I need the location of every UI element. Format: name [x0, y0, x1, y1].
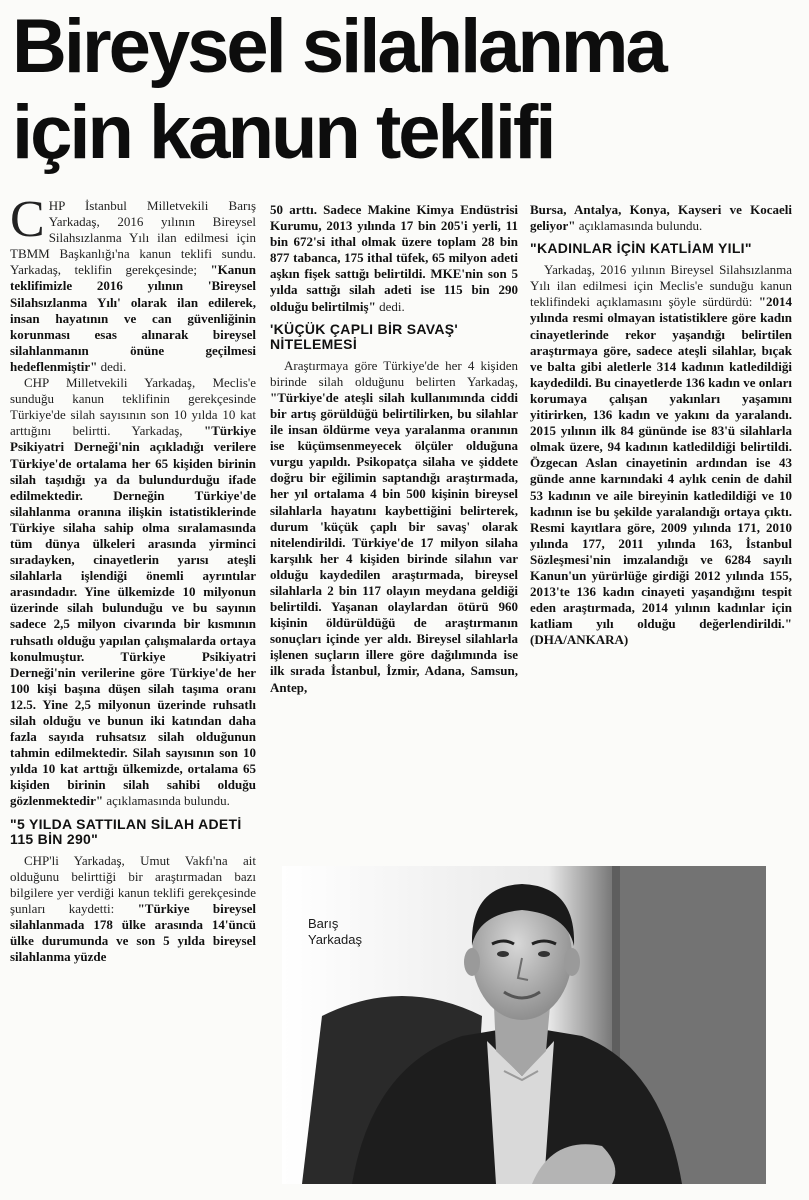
portrait-photo [282, 866, 766, 1184]
quote-run: "Türkiye'de ateşli silah kullanımında ciddi bir artış görüldüğü belirtilirken, bu silahlar ile insan öldürme veya yaralanma oranının ise küçümsenmeyecek ölçüler olduğuna vurgu yapıldı. Psikopatça silaha ve şiddete doğru bir eğilimin saptandığı araştırmada, her yıl ortalama 4 bin 500 kişinin bireysel silahlarla hayatını kaybettiğini belirterek, durum 'küçük çaplı bir savaş' olarak nitelendirildi. Türkiye'de 17 milyon silaha karşılık her 4 kişiden birinde silahın var olduğu kaydedilen araştırmada, bireysel silahlarla 2 bin 117 olayın meydana geldiği belirtildi. Yaşanan olaylardan ötürü 960 kişinin öldürüldüğü de araştırmanın sonuçları içinde yer aldı. Bireysel silahlarla işlenen suçların illere göre dağılımında ise ilk sırada İstanbul, İzmir, Adana, Samsun, Antep, [270, 389, 518, 695]
text-run: dedi. [375, 298, 405, 314]
paragraph [530, 262, 792, 648]
paragraph [270, 358, 518, 696]
headline [12, 4, 802, 176]
quote-run: 50 arttı. Sadece Makine Kimya Endüstrisi Kurumu, 2013 yılında 17 bin 205'i yerli, 11 bin 672'si ithal olmak üzere toplam 28 bin 877 tabanca, 175 ithal tüfek, 65 milyon adeti aşkın fişek sattığı belirtildi. MKE'nin son 5 yılda sattığı silah adeti ise 115 bin 290 olduğu belirtilmiş" [270, 202, 518, 314]
subheading: "KADINLAR İÇİN KATLİAM YILI" [530, 240, 752, 257]
paragraph [10, 191, 256, 375]
text-run: açıklamasında bulundu. [575, 218, 703, 234]
subheading: "5 YILDA SATTILAN SİLAH ADETİ 115 BİN 290" [10, 815, 242, 847]
quote-run: "Türkiye Psikiyatri Derneği'nin açıkladığı verilere Türkiye'de ortalama her 65 kişiden birinin silah taşıdığı ya da bulundurduğu ifade edilmektedir. Derneğin Türkiye'de silahlanma oranına ilişkin istatistiklerinde Türkiye silaha sahip olma sıralamasında tüm dünya ülkeleri arasında yirminci sıradayken, cinayetlerin yarısı ateşli silahlarla işlendiği önemli ayrıntılar arasındadır. Yine ülkemizde 10 milyonun üzerinde silah bulunduğu ve bu sayının sadece 2,5 milyon civarında bir kısmının ruhsatlı olduğu yapılan çalışmalarda ortaya konulmuştur. Türkiye Psikiyatri Derneği'nin verilerine göre Türkiye'de her 100 kişi başına düşen silah taşıma oranı 12.5. Yine 2,5 milyonun üzerinde ruhsatlı silah olduğu ve bunun iki katından daha fazla sayıda ruhsatsız silah olduğunun tahmin edilmektedir. Silah sayısının son 10 yılda 10 kat arttığı ülkemizde, ortalama 65 kişiden birinin silah sahibi olduğu gözlenmektedir" [10, 423, 256, 809]
text-run: CHP'li Yarkadaş, Umut Vakfı'na ait olduğunu belirttiği bir araştırmadan bazı bilgilere yer verdiği kanun teklifi gerekçesinde şunları kaydetti: [10, 852, 256, 916]
quote-run: Bursa, Antalya, Konya, Kayseri ve Kocaeli geliyor" [530, 202, 792, 234]
photo-caption [308, 916, 388, 948]
paragraph [530, 202, 792, 234]
text-run: HP İstanbul Milletvekili Barış Yarkadaş, 2016 yılının Bireysel Silahsızlanma Yılı ilan edilmesi için TBMM Başkanlığı'na kanun teklifi sundu. Yarkadaş, teklifin gerekçesinde; [10, 198, 256, 278]
article-column-1 [10, 191, 256, 965]
article-column-2 [270, 202, 518, 696]
paragraph [10, 375, 256, 810]
article-column-3 [530, 202, 792, 648]
text-run: CHP Milletvekili Yarkadaş, Meclis'e sunduğu kanun teklifinin gerekçesinde Türkiye'de silah sayısının son 10 yılda 10 kat arttığını belirtti. Yarkadaş, [10, 375, 256, 439]
quote-run: "Kanun teklifimizle 2016 yılının 'Bireysel Silahsızlanma Yılı' olarak ilan edilerek, insan hayatının ve can güvenliğinin korunması esas alınarak bireysel silahlanmanın önüne geçilmesi hedeflenmiştir" [10, 262, 256, 374]
drop-cap: C [10, 191, 45, 248]
subheading: 'KÜÇÜK ÇAPLI BİR SAVAŞ' NİTELEMESİ [270, 320, 459, 352]
text-run: dedi. [97, 358, 127, 374]
paragraph [10, 853, 256, 966]
text-run: Yarkadaş, 2016 yılının Bireysel Silahsızlanma Yılı ilan edilmesi için Meclis'e sunduğu kanun teklifindeki açıklamasını şöyle sürdürdü: [530, 262, 792, 310]
quote-run: "Türkiye bireysel silahlanmada 178 ülke arasında 14'üncü ülke durumunda ve son 5 yılda bireysel silahlanma yüzde [10, 900, 256, 965]
caption-line: Barış [308, 916, 339, 931]
headline-line-2: için kanun teklifi [12, 90, 554, 175]
text-run: Araştırmaya göre Türkiye'de her 4 kişiden birinde silah olduğunu belirten Yarkadaş, [270, 357, 518, 389]
text-run: açıklamasında bulundu. [103, 793, 230, 809]
caption-line: Yarkadaş [308, 932, 362, 947]
headline-line-1: Bireysel silahlanma [12, 4, 665, 89]
paragraph [270, 202, 518, 315]
quote-run: "2014 yılında resmi olmayan istatistiklere göre kadın cinayetlerinde rekor yaşandığı belirtilen araştırmaya göre, sadece ateşli silahlar, bıçak ve balta gibi aletlerle 314 kadının katledildiği kaydedildi. Bu cinayetlerde 136 kadın ve onları korumaya çalışan yakınları yaşamını yitirirken, 136 kadın ve yakını da yaralandı. 2015 yılının ilk 84 gününde ise 83'ü silahlarla olmak üzere, 94 kadının katledildiği belirtildi. Özgecan Aslan cinayetinin ardından ise 43 günde anne karnındaki 4 aylık cenin de dahil 53 kadının ve aile bireyinin katledildiği ve 10 kadının ise bu şekilde yaralandığı ortaya çıktı. Resmi kayıtlara göre, 2009 yılında 171, 2010 yılında 177, 2011 yılında 163, İstanbul Sözleşmesi'nin imzalandığı ve 6284 sayılı Kanun'un yürürlüğe girdiği 2012 yılında 155, 2013'te 136 kadın cinayeti yaşandığını tespit eden araştırmada, 2014 yılının kadınlar için katliam yılı olduğu değerlendirildi." (DHA/ANKARA) [530, 294, 792, 648]
portrait-image [282, 866, 766, 1184]
